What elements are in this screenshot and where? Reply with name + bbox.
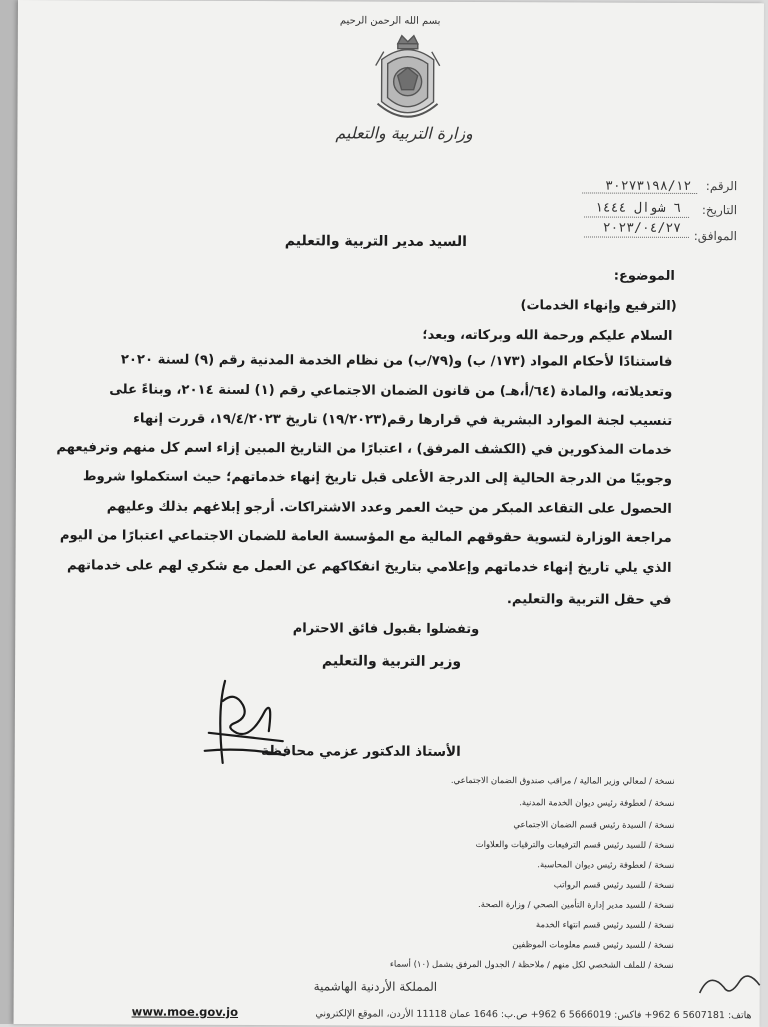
- copy-recipient: نسخة / للسيد رئيس قسم الرواتب: [553, 880, 675, 891]
- handwritten-note: [690, 963, 768, 1007]
- body-line: وتعديلاته، والمادة (٦٤/أ،هـ) من قانون الضمان الاجتماعي رقم (١) لسنة ٢٠١٤، وبناءً على: [109, 382, 673, 400]
- body-line: تنسيب لجنة الموارد البشرية في قرارها رقم(١٩/٢٠٢٣) تاريخ ١٩/٤/٢٠٢٣، قررت إنهاء: [133, 411, 673, 429]
- copy-recipient: نسخة / للسيد رئيس قسم معلومات الموظفين: [512, 940, 674, 951]
- copy-recipient: نسخة / للسيد مدير إدارة التأمين الصحي / وزارة الصحة.: [478, 900, 675, 911]
- number-dots: [582, 192, 697, 194]
- ministry-name: وزارة التربية والتعليم: [335, 123, 473, 143]
- footer-bar: [14, 1000, 760, 1027]
- corresponding-value: ٢٠٢٣/٠٤/٢٧: [602, 220, 682, 236]
- body-line: فاستنادًا لأحكام المواد (١٧٣/ ب) و(٧٩/ب) من نظام الخدمة المدنية رقم (٩) لسنة ٢٠٢٠: [120, 352, 673, 370]
- number-label: الرقم:: [705, 179, 738, 194]
- date-label: التاريخ:: [701, 202, 738, 218]
- copy-recipient: نسخة / للسيد رئيس قسم انتهاء الخدمة: [535, 920, 674, 931]
- body-line: في حقل التربية والتعليم.: [506, 592, 672, 608]
- body-line: وجوبيًا من الدرجة الحالية إلى الدرجة الأعلى قبل تاريخ إنهاء خدماتهم؛ حيث استكملوا شروط: [82, 469, 672, 487]
- footer-kingdom: المملكة الأردنية الهاشمية: [313, 979, 438, 994]
- reference-block: [577, 178, 737, 249]
- copy-recipient: نسخة / للسيد رئيس قسم الترفيعات والترقيات والعلاوات: [475, 840, 675, 851]
- copy-recipient: نسخة / لعطوفة رئيس ديوان المحاسبة.: [537, 860, 675, 871]
- signer-title: وزير التربية والتعليم: [321, 653, 462, 670]
- body-line: الذي يلي تاريخ إنهاء خدماتهم وإعلامي بتاريخ انفكاكهم عن العمل مع شكري لهم على خدماتهم: [66, 558, 672, 576]
- corresponding-label: الموافق:: [693, 228, 738, 244]
- copy-recipient: نسخة / لمعالي وزير المالية / مراقب صندوق الضمان الاجتماعي.: [450, 775, 675, 787]
- body-line: الحصول على التقاعد المبكر من حيث العمر وعدد الاشتراكات. أرجو إبلاغهم بذلك وعليهم: [106, 499, 672, 517]
- footer-contact: هاتف: 5607181 6 962+ فاكس: 5666019 6 962+ ص.ب: 1646 عمان 11118 الأردن، الموقع الإلكتروني: [315, 1008, 752, 1022]
- body-line: مراجعة الوزارة لتسوية حقوقهم المالية مع المؤسسة العامة للضمان الاجتماعي اعتبارًا من اليوم: [59, 528, 672, 546]
- letterhead-top-script: بسم الله الرحمن الرحيم: [339, 15, 441, 27]
- corresponding-dots: [584, 236, 689, 237]
- copy-recipient: نسخة / السيدة رئيس قسم الضمان الاجتماعي: [513, 820, 675, 831]
- date-dots: [584, 216, 689, 217]
- body-line: خدمات المذكورين في (الكشف المرفق) ، اعتبارًا من التاريخ المبين إزاء اسم كل منهم وترفيعهم: [56, 440, 673, 458]
- letter-page: [14, 0, 764, 1027]
- addressee: السيد مدير التربية والتعليم: [284, 233, 467, 250]
- subject-label: الموضوع:: [613, 268, 675, 284]
- copy-recipient: نسخة / لعطوفة رئيس ديوان الخدمة المدنية.: [519, 798, 675, 809]
- date-value: ٦ شوال ١٤٤٤: [594, 200, 682, 216]
- greeting: السلام عليكم ورحمة الله وبركاته، وبعد؛: [422, 327, 673, 344]
- website-link[interactable]: www.moe.gov.jo: [131, 1004, 239, 1019]
- signer-name: الأستاذ الدكتور عزمي محافظة: [261, 743, 461, 760]
- jordan-emblem-icon: [367, 32, 447, 132]
- subject-text: (الترفيع وإنهاء الخدمات): [520, 298, 677, 314]
- closing-line: وتفضلوا بقبول فائق الاحترام: [292, 621, 480, 638]
- copy-recipient: نسخة / للملف الشخصي لكل منهم / ملاحظة / الجدول المرفق يشمل (١٠) أسماء: [389, 959, 674, 971]
- number-value: ٣٠٢٧٣١٩٨/١٢: [605, 178, 692, 194]
